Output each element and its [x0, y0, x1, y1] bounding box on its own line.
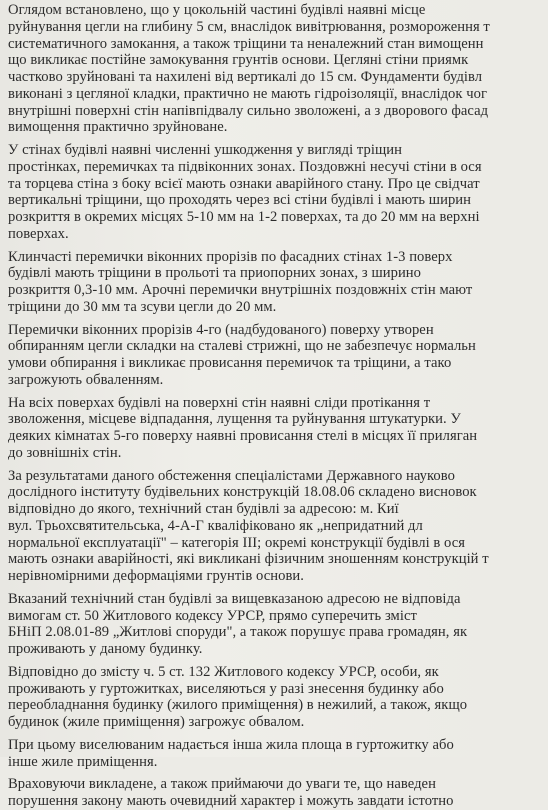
- text-line: проживають у гуртожитках, виселяються у разі знесення будинку або: [8, 680, 444, 697]
- paragraph: [8, 322, 548, 389]
- text-line: нормальної експлуатації" – категорія III; окремі конструкції будівлі в ося: [8, 534, 466, 551]
- text-line: У стінах будівлі наявні численні ушкодження у вигляді тріщин: [8, 142, 402, 158]
- text-line: умови обпирання і викликає провисання перемичок та тріщини, а тако: [8, 355, 452, 371]
- text-line: На всіх поверхах будівлі на поверхні стін наявні сліди протікання т: [8, 394, 431, 411]
- text-line: Враховуючи викладене, а також приймаючи до уваги те, що наведен: [8, 776, 436, 793]
- text-line: інше жиле приміщення.: [8, 753, 158, 770]
- text-line: руйнування цегли на глибину 5 см, внаслідок вивітрювання, розмороження т: [8, 18, 490, 35]
- paragraph: [8, 142, 548, 243]
- text-line: дослідного інституту будівельних конструкцій 18.08.06 складено висновок: [8, 484, 477, 501]
- text-line: переобладнання будинку (жилого приміщення) в нежилий, а також, якщо: [8, 697, 468, 714]
- text-line: зволоження, місцеве відпадання, лущення та руйнування штукатурки. У: [8, 411, 461, 428]
- paragraph: [8, 249, 548, 316]
- text-line: БНіП 2.08.01-89 „Житлові споруди", а також порушує права громадян, як: [8, 624, 468, 641]
- text-line: частково зруйновані та нахилені від вертикалі до 15 см. Фундаменти будівл: [8, 69, 483, 85]
- paragraph: [8, 776, 548, 810]
- text-line: Відповідно до змісту ч. 5 ст. 132 Житлового кодексу УРСР, особи, як: [8, 663, 439, 680]
- text-line: розкриття 0,3-10 мм. Арочні перемички внутрішніх поздовжніх стін мают: [8, 282, 473, 298]
- text-line: внутрішні поверхні стін напівпідвалу сильно зволожені, а з дворового фасад: [8, 102, 489, 119]
- text-line: простінках, перемичках та підвіконних зонах. Поздовжні несучі стіни в ося: [8, 158, 482, 175]
- text-line: Перемички віконних прорізів 4-го (надбудованого) поверху утворен: [8, 321, 434, 338]
- text-line: вимощення практично зруйноване.: [8, 119, 228, 136]
- text-line: деяких кімнатах 5-го поверху наявні провисання стелі в місцях її приляган: [8, 428, 478, 444]
- document-body: [8, 2, 548, 810]
- paragraph: [8, 2, 548, 136]
- text-line: Вказаний технічний стан будівлі за вищевказаною адресою не відповіда: [8, 590, 461, 607]
- paragraph: [8, 737, 548, 771]
- text-line: та торцева стіна з боку всієї мають ознаки аварійного стану. Про це свідчат: [8, 175, 480, 192]
- text-line: Клинчасті перемички віконних прорізів по фасадних стінах 1-3 поверх: [8, 248, 453, 265]
- paragraph: [8, 591, 548, 658]
- paragraph: [8, 664, 548, 731]
- text-line: При цьому виселюваним надається інша жила площа в гуртожитку або: [8, 736, 454, 753]
- text-line: що викликає постійне замокування грунтів основи. Цегляні стіни приямк: [8, 52, 469, 69]
- text-line: вимогам ст. 50 Житлового кодексу УРСР, прямо суперечить зміст: [8, 607, 417, 624]
- text-line: нерівномірними деформаціями грунтів основи.: [8, 568, 304, 584]
- text-line: За результатами даного обстеження спеціалістами Державного науково: [8, 467, 455, 484]
- text-line: розкриття в окремих місцях 5-10 мм на 1-2 поверхах, та до 20 мм на верхні: [8, 209, 480, 225]
- text-line: поверхах.: [8, 225, 69, 242]
- text-line: обпиранням цегли складки на сталеві стрижні, що не забезпечує нормальн: [8, 338, 476, 355]
- text-line: виконані з цегляної кладки, практично не мають гідроізоляції, внаслідок чог: [8, 85, 488, 102]
- text-line: вул. Трьохсвятительська, 4-А-Г кваліфіковано як „непридатний дл: [8, 517, 423, 534]
- text-line: загрожують обваленням.: [8, 371, 164, 388]
- paragraph: [8, 468, 548, 585]
- text-line: вертикальні тріщини, що проходять через всі стіни будівлі і мають ширин: [8, 192, 472, 209]
- text-line: будівлі мають тріщини в прольоті та приопорних зонах, з ширино: [8, 265, 422, 282]
- text-line: відповідно до якого, технічний стан будівлі за адресою: м. Киї: [8, 501, 399, 517]
- text-line: мають ознаки аварійності, які викликані фізичним зношенням конструкцій т: [8, 551, 489, 568]
- text-line: будинок (жиле приміщення) загрожує обвалом.: [8, 714, 305, 730]
- text-line: до зовнішніх стін.: [8, 444, 122, 461]
- text-line: систематичного замокання, а також тріщини та неналежний стан вимощенн: [8, 35, 484, 52]
- text-line: Оглядом встановлено, що у цокольній частині будівлі наявні місце: [8, 2, 426, 18]
- paragraph: [8, 395, 548, 462]
- text-line: проживають у даному будинку.: [8, 641, 203, 657]
- text-line: порушення закону мають очевидний характер і можуть завдати істотно: [8, 793, 454, 809]
- text-line: тріщини до 30 мм та зсуви цегли до 20 мм.: [8, 298, 277, 315]
